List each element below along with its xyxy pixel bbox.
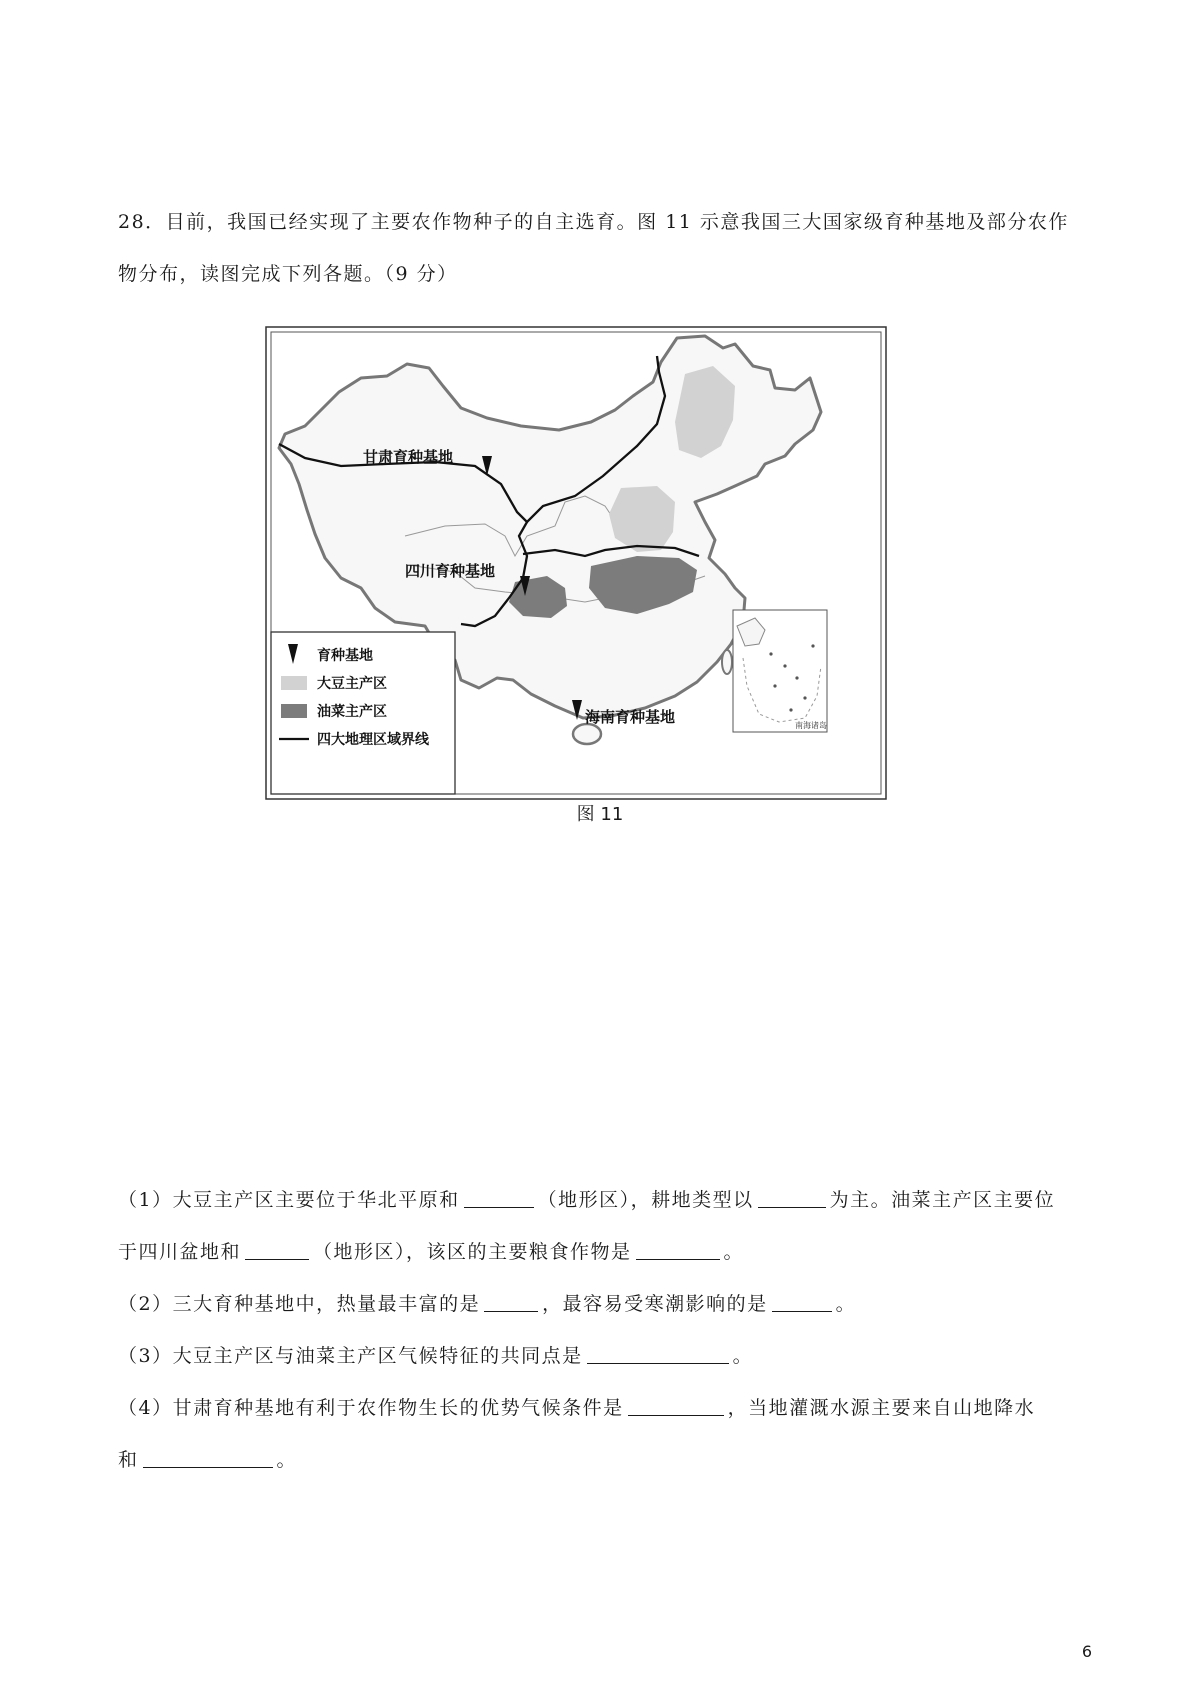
question-stem: 28．目前，我国已经实现了主要农作物种子的自主选育。图 11 示意我国三大国家级育种基地及部分农作物分布，读图完成下列各题。（9 分） [118, 211, 1069, 285]
sub-question-3 [118, 1330, 1086, 1382]
q1-text-f: 。 [723, 1241, 745, 1263]
sichuan-base-label: 四川育种基地 [405, 562, 496, 580]
legend-soybean-label: 大豆主产区 [317, 676, 387, 692]
q1-text-d: 于四川盆地和 [118, 1241, 242, 1263]
sub-question-2 [118, 1278, 1086, 1330]
legend-rapeseed-label: 油菜主产区 [317, 704, 387, 720]
q4-blank-2[interactable] [143, 1448, 273, 1468]
hainan-base-label: 海南育种基地 [585, 708, 676, 726]
q1-blank-1[interactable] [464, 1188, 534, 1208]
china-map-svg [265, 326, 887, 800]
q3-text-a: （3）大豆主产区与油菜主产区气候特征的共同点是 [118, 1345, 583, 1367]
q1-text-e: （地形区），该区的主要粮食作物是 [313, 1241, 632, 1263]
q1-blank-2[interactable] [758, 1188, 826, 1208]
taiwan-island [722, 650, 732, 674]
q3-blank-1[interactable] [587, 1344, 729, 1364]
legend-rapeseed-swatch [281, 704, 307, 718]
figure-caption: 图 11 [576, 804, 624, 825]
gansu-base-label: 甘肃育种基地 [363, 448, 454, 466]
q2-text-c: 。 [835, 1293, 857, 1315]
q4-text-d: 。 [276, 1449, 298, 1471]
q2-blank-1[interactable] [484, 1292, 538, 1312]
legend-boundary-label: 四大地理区域界线 [317, 732, 429, 748]
map-legend [271, 632, 455, 794]
figure-11-map [265, 326, 887, 800]
q4-text-b: ，当地灌溉水源主要来自山地降水 [727, 1397, 1036, 1419]
q4-blank-1[interactable] [628, 1396, 724, 1416]
q1-blank-4[interactable] [636, 1240, 720, 1260]
q2-blank-2[interactable] [772, 1292, 832, 1312]
inset-label: 南海诸岛 [795, 721, 827, 730]
q3-text-b: 。 [732, 1345, 754, 1367]
q2-text-a: （2）三大育种基地中，热量最丰富的是 [118, 1293, 481, 1315]
q4-text-a: （4）甘肃育种基地有利于农作物生长的优势气候条件是 [118, 1397, 624, 1419]
q1-blank-3[interactable] [245, 1240, 309, 1260]
hainan-island [573, 724, 601, 744]
sub-question-4 [118, 1382, 1086, 1486]
q2-text-b: ，最容易受寒潮影响的是 [542, 1293, 768, 1315]
q1-text-b: （地形区），耕地类型以 [537, 1189, 754, 1211]
q1-text-a: （1）大豆主产区主要位于华北平原和 [118, 1189, 460, 1211]
sub-question-1 [118, 1174, 1086, 1278]
south-china-sea-inset [733, 610, 827, 732]
q4-text-c: 和 [118, 1449, 139, 1471]
page-number: 6 [1081, 1642, 1092, 1661]
q1-text-c: 为主。油菜主产区主要位 [829, 1189, 1056, 1211]
legend-base-label: 育种基地 [317, 648, 373, 664]
legend-soybean-swatch [281, 676, 307, 690]
